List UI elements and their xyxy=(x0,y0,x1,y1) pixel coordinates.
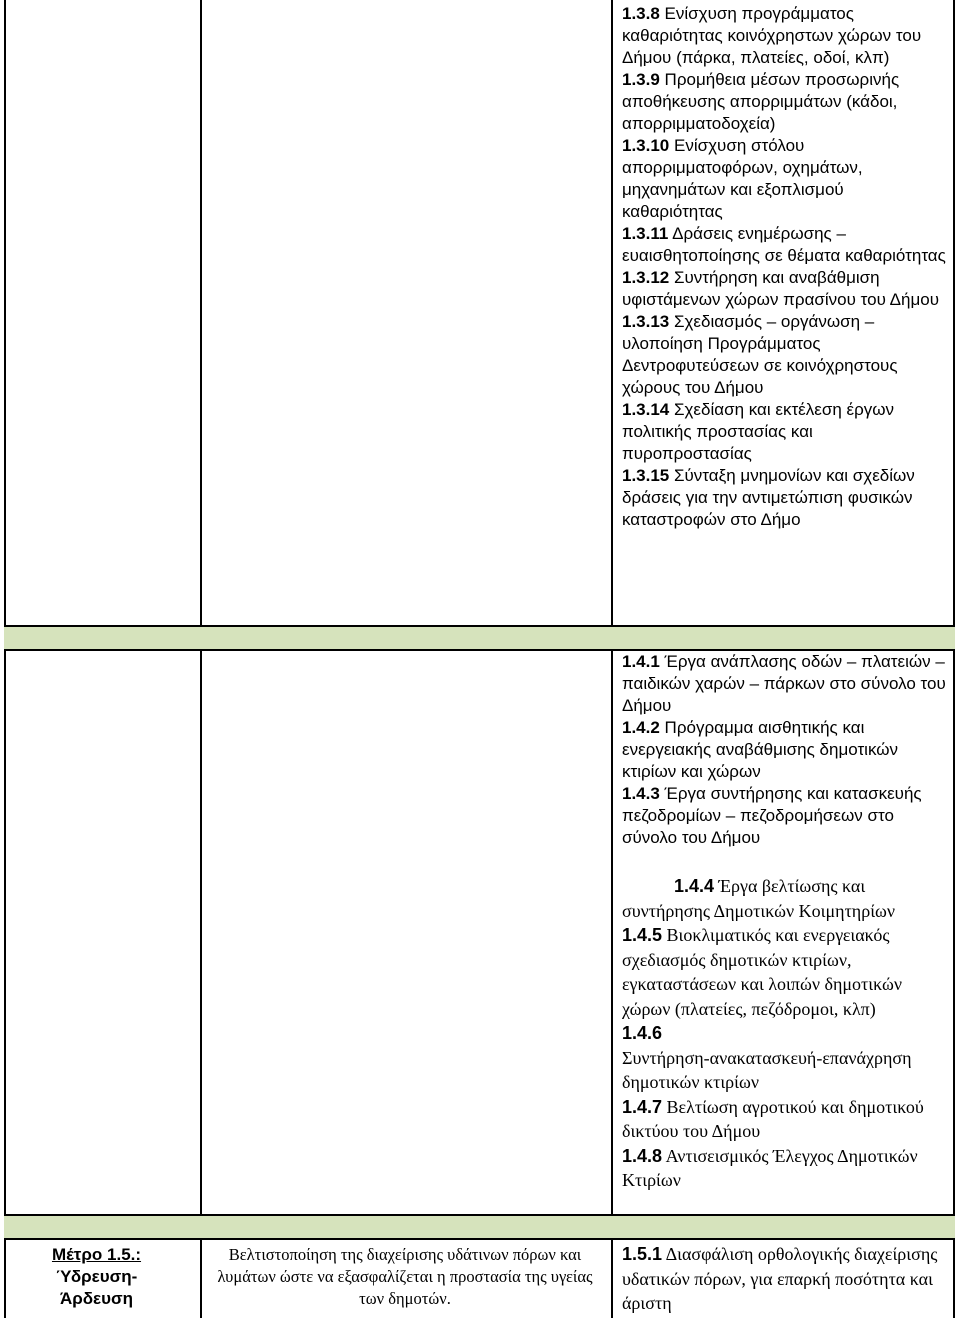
col-border-1 xyxy=(200,0,202,1318)
action-item: 1.4.6 Συντήρηση-ανακατασκευή-επανάχρηση δημοτικών κτιρίων xyxy=(622,1023,912,1092)
action-item: 1.4.5 Βιοκλιματικός και ενεργειακός σχεδιασμός δημοτικών κτιρίων, εγκαταστάσεων και λοιπών δημοτικών χώρων (πλατείες, πεζόδρομοι, κλπ) xyxy=(622,925,902,1019)
section-separator-row xyxy=(4,1214,955,1240)
action-item: 1.4.4 Έργα βελτίωσης και συντήρησης Δημοτικών Κοιμητηρίων xyxy=(622,876,896,921)
action-item: 1.4.7 Βελτίωση αγροτικού και δημοτικού δικτύου του Δήμου xyxy=(622,1096,924,1141)
action-item: 1.3.9 Προμήθεια μέσων προσωρινής αποθήκευσης απορριμμάτων (κάδοι, απορριμματοδοχεία) xyxy=(622,70,900,133)
section-separator-row xyxy=(4,625,955,651)
actions-list-1-4 xyxy=(622,651,947,849)
action-item: 1.3.15 Σύνταξη μνημονίων και σχεδίων δράσεις για την αντιμετώπιση φυσικών καταστροφών στο Δήμο xyxy=(622,466,915,529)
col-border-2 xyxy=(611,0,613,1318)
action-item: 1.3.10 Ενίσχυση στόλου απορριμματοφόρων, οχημάτων, μηχανημάτων και εξοπλισμού καθαριότητας xyxy=(622,136,863,221)
actions-list-1-3 xyxy=(622,3,947,531)
col-border-left xyxy=(4,0,6,1318)
action-item: 1.4.3 Έργα συντήρησης και κατασκευής πεζοδρομίων – πεζοδρομήσεων στο σύνολο του Δήμου xyxy=(622,784,922,847)
action-item: 1.3.8 Ενίσχυση προγράμματος καθαριότητας κοινόχρηστων χώρων του Δήμου (πάρκα, πλατείες, οδοί, κλπ) xyxy=(622,4,922,67)
action-item: 1.5.1 Διασφάλιση ορθολογικής διαχείρισης υδατικών πόρων, για επαρκή ποσότητα και άριστη xyxy=(622,1244,938,1313)
actions-list-1-4-serif xyxy=(622,874,950,1193)
actions-list-1-5 xyxy=(622,1242,950,1316)
measure-label: Μέτρο 1.5.: xyxy=(51,1245,142,1264)
action-item: 1.3.12 Συντήρηση και αναβάθμιση υφιστάμενων χώρων πρασίνου του Δήμου xyxy=(622,268,940,309)
action-item: 1.3.13 Σχεδιασμός – οργάνωση – υλοποίηση Προγράμματος Δεντροφυτεύσεων σε κοινόχρηστους χώρους του Δήμου xyxy=(622,312,898,397)
col-border-right xyxy=(953,0,955,1318)
measure-name-line2: Άρδευση xyxy=(59,1289,134,1308)
action-item: 1.4.2 Πρόγραμμα αισθητικής και ενεργειακής αναβάθμισης δημοτικών κτιρίων και χώρων xyxy=(622,718,899,781)
measure-title xyxy=(4,1244,189,1310)
action-item: 1.4.1 Έργα ανάπλασης οδών – πλατειών – παιδικών χαρών – πάρκων στο σύνολο του Δήμου xyxy=(622,652,946,715)
action-item: 1.3.14 Σχεδίαση και εκτέλεση έργων πολιτικής προστασίας και πυροπροστασίας xyxy=(622,400,895,463)
measure-name-line1: Ύδρευση- xyxy=(55,1267,138,1286)
action-item: 1.4.8 Αντισεισμικός Έλεγχος Δημοτικών Κτιρίων xyxy=(622,1145,918,1190)
measure-goal: Βελτιστοποίηση της διαχείρισης υδάτινων πόρων και λυμάτων ώστε να εξασφαλίζεται η προστασία της υγείας των δημοτών. xyxy=(217,1245,593,1308)
action-item: 1.3.11 Δράσεις ενημέρωσης – ευαισθητοποίησης σε θέματα καθαριότητας xyxy=(622,224,946,265)
